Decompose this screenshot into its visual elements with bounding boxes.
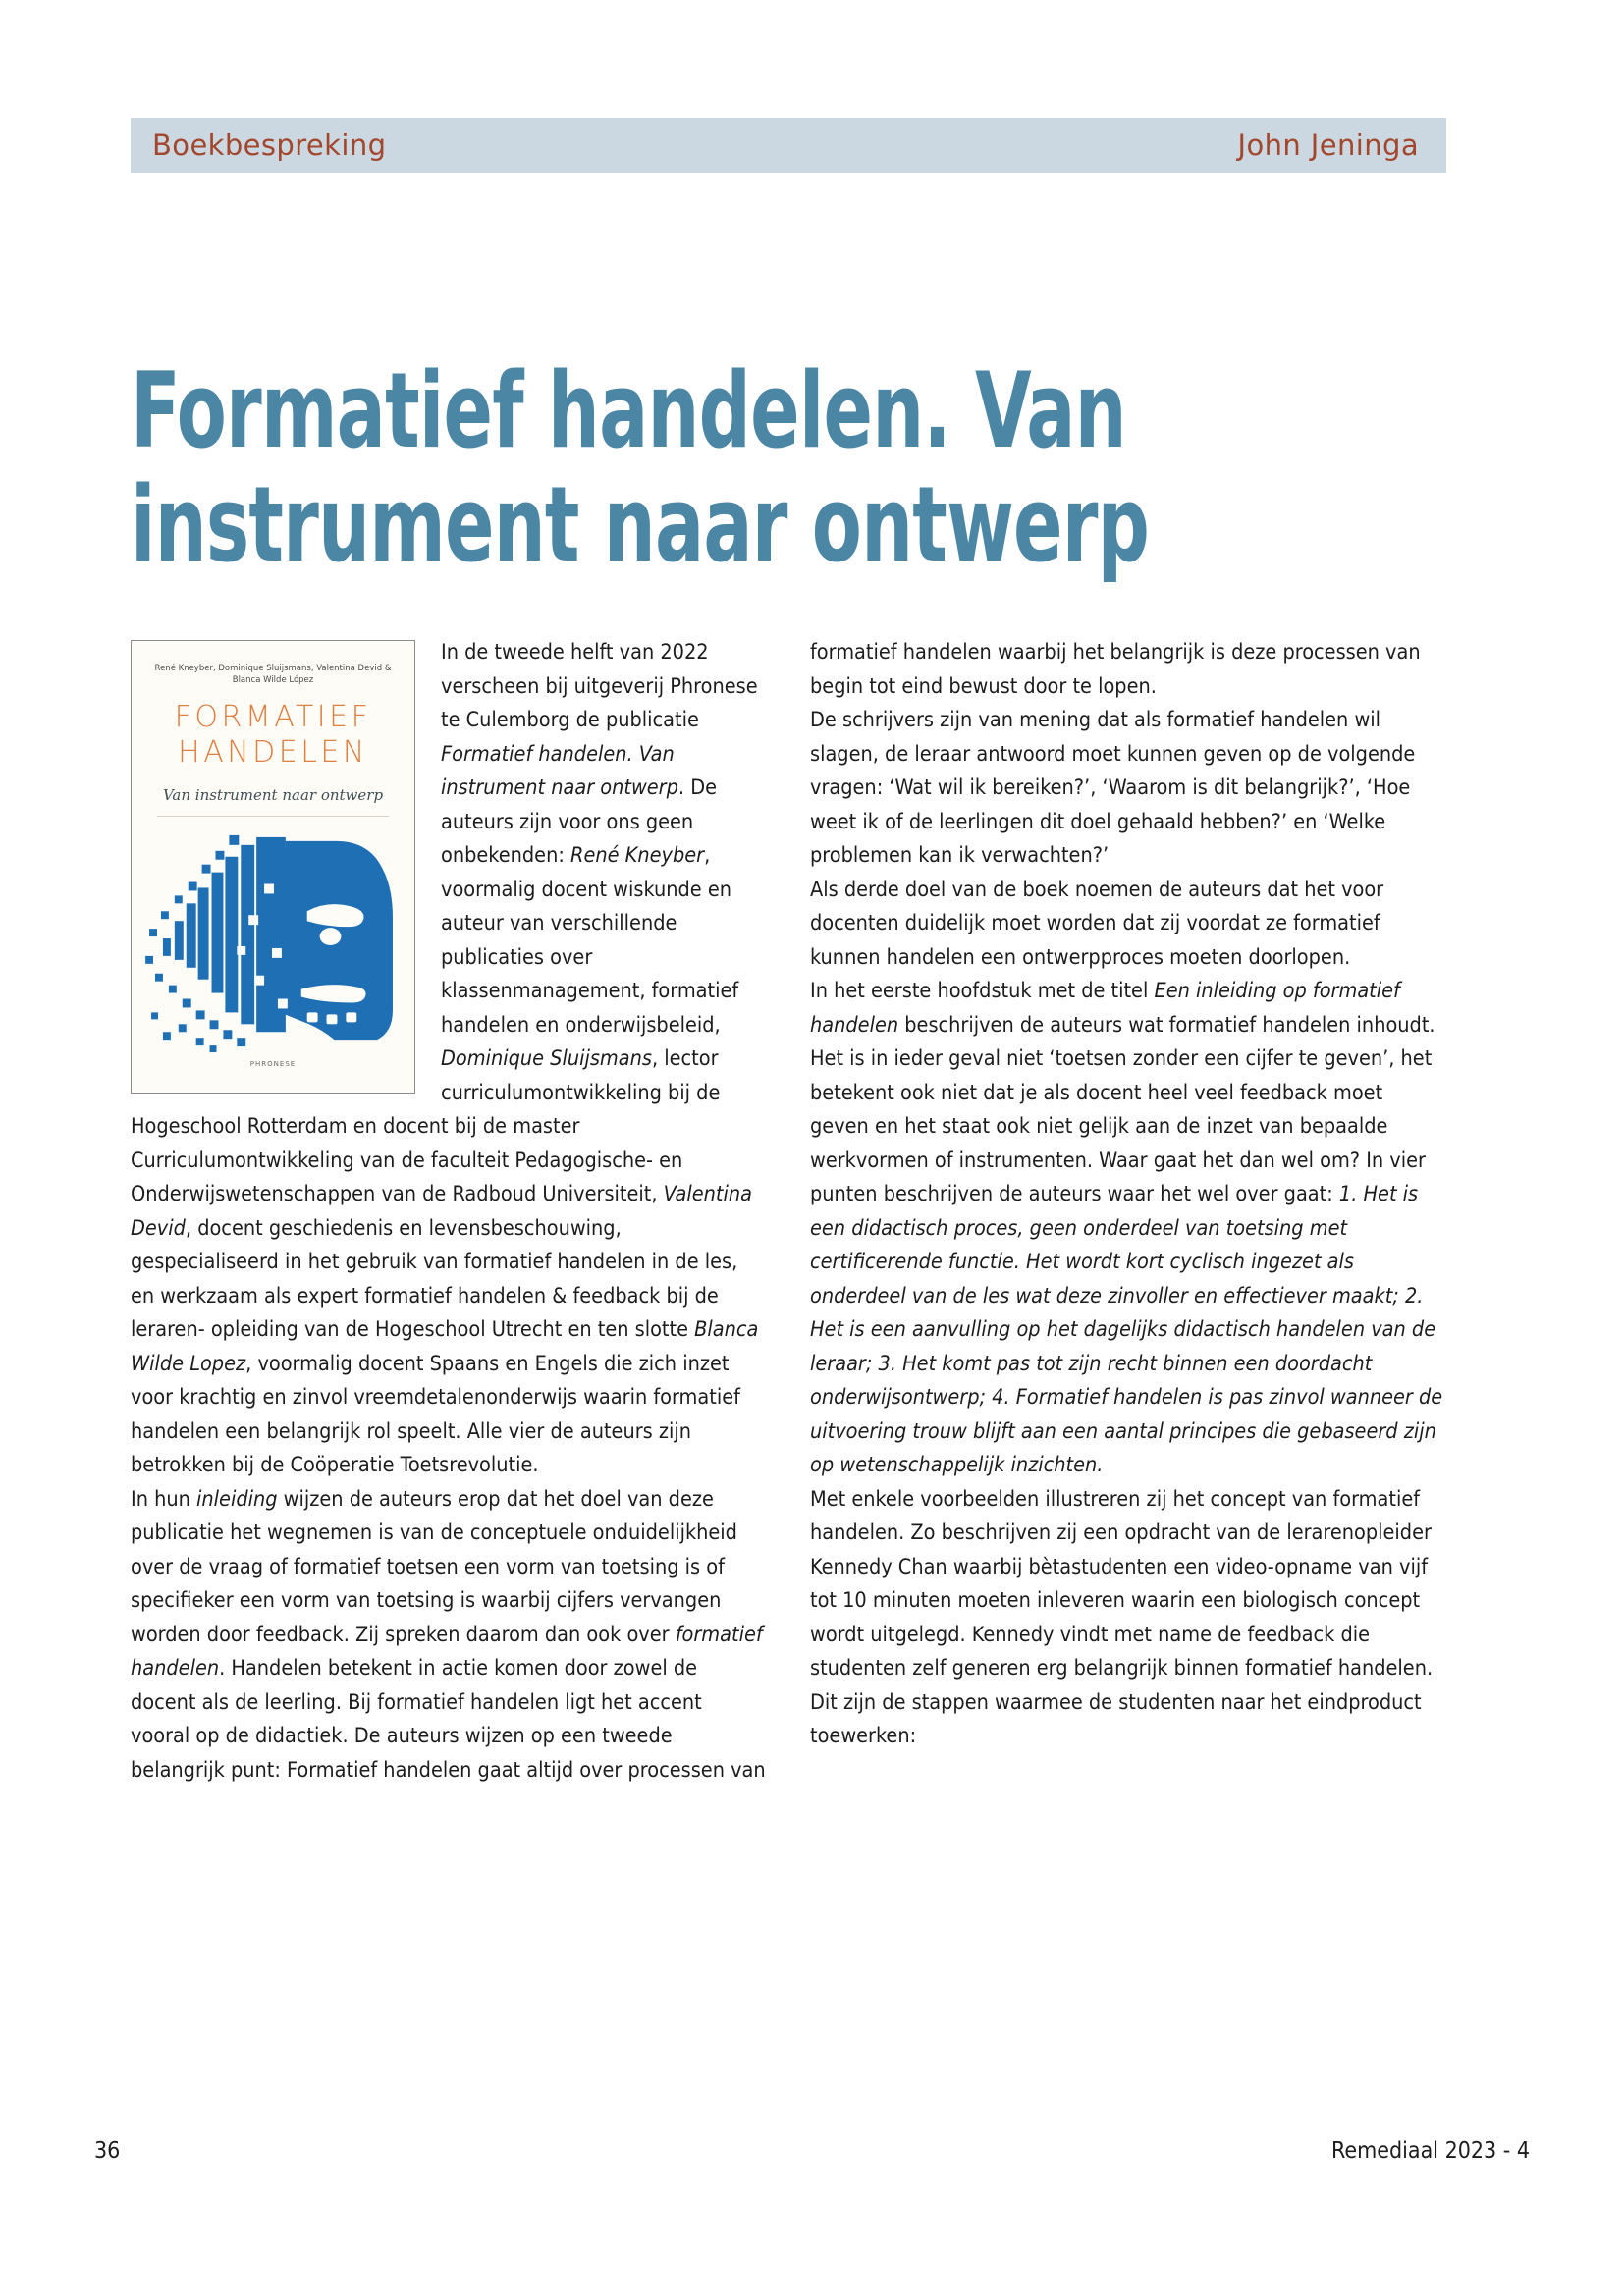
pixel-face-svg <box>139 828 406 1059</box>
page-footer <box>94 2138 1530 2163</box>
journal-issue: Remediaal 2023 - 4 <box>1331 2138 1530 2163</box>
four-points-italic: 1. Het is een didactisch proces, geen onderdeel van toetsing met certificerende functie. Het wordt kort cyclisch ingezet als onderdeel van de les wat deze zinvoller en effectiever maakt; 2. Het is een aanvulling op het dagelijks didactisch handelen van de leraar; 3. Het komt pas tot zijn recht binnen een doordacht onderwijsontwerp; 4. Formatief handelen is pas zinvol wanneer de uitvoering trouw blijft aan een aantal principes die gebaseerd zijn op wetenschappelijk inzichten. <box>810 1182 1443 1477</box>
text-run: , voormalig docent wiskunde en auteur van verschillende publicaties over klassenmanagement, formatief handelen en onderwijsbeleid, <box>441 843 739 1038</box>
right-paragraph-5: Met enkele voorbeelden illustreren zij het concept van formatief handelen. Zo beschrijven zij een opdracht van de lerarenopleider Kennedy Chan waarbij bètastudenten een video-opname van vijf tot 10 minuten moeten inleveren waarin een biologisch concept wordt uitgelegd. Kennedy vindt met name de feedback die studenten zelf generen erg belangrijk binnen formatief handelen. Dit zijn de stappen waarmee de studenten naar het eindproduct toewerken: <box>810 1486 1434 1748</box>
term-italic: formatief handelen <box>131 1622 763 1681</box>
text-run: , docent geschiedenis en levensbeschouwing, gespecialiseerd in het gebruik van formatief handelen in de les, en werkzaam als expert formatief handelen & feedback bij de leraren- opleiding van de Hogeschool Utrecht en ten slotte <box>131 1215 738 1342</box>
right-paragraph-4 <box>810 975 1446 1483</box>
page-title <box>131 350 1187 585</box>
text-run: , lector curriculumontwikkeling bij de Hogeschool Rotterdam en docent bij de master Curriculumontwikkeling van de faculteit Pedagogische- en Onderwijswetenschappen van de Radboud Universiteit, <box>131 1046 721 1206</box>
book-cover-image <box>131 640 415 1094</box>
article-body <box>131 636 1446 2109</box>
book-cover-authors: René Kneyber, Dominique Sluijsmans, Valentina Devid & Blanca Wilde López <box>154 664 392 685</box>
text-run: In het eerste hoofdstuk met de titel <box>810 979 1155 1003</box>
text-run: beschrijven de auteurs wat formatief handelen inhoudt. Het is in ieder geval niet ‘toetsen zonder een cijfer te geven’, het betekent ook niet dat je als docent heel veel feedback moet geven en het staat ook niet gelijk aan de inzet van bepaalde werkvormen of instrumenten. Waar gaat het dan wel om? In vier punten beschrijven de auteurs waar het wel over gaat: <box>810 1012 1435 1206</box>
column-right <box>810 636 1446 1754</box>
term-italic: inleiding <box>196 1486 278 1512</box>
book-cover-subtitle: Van instrument naar ontwerp <box>162 786 384 804</box>
author-name-italic: Blanca Wilde Lopez <box>131 1317 759 1376</box>
author-name-italic: René Kneyber <box>570 843 705 868</box>
author-name-italic: Valentina Devid <box>131 1182 752 1241</box>
left-paragraph-2 <box>131 1483 767 1789</box>
book-cover-illustration-pixelated-face <box>139 828 406 1059</box>
text-run: wijzen de auteurs erop dat het doel van deze publicatie het wegnemen is van de conceptuele onduidelijkheid over de vraag of formatief toetsen een vorm van toetsing is of specifieker een vorm van toetsing is waarbij cijfers vervangen worden door feedback. Zij spreken daarom dan ook over <box>131 1486 737 1647</box>
column-left <box>131 636 767 1788</box>
book-cover-title <box>132 700 414 771</box>
book-title-italic: Formatief handelen. Van instrument naar ontwerp <box>441 741 678 800</box>
text-run: In de tweede helft van 2022 verscheen bij uitgeverij Phronese te Culemborg de publicatie <box>441 640 758 732</box>
text-run: . Handelen betekent in actie komen door zowel de docent als de leerling. Bij formatief handelen ligt het accent vooral op de didactiek. De auteurs wijzen op een tweede belangrijk punt: Formatief handelen gaat altijd over processen van <box>131 1656 766 1783</box>
book-cover-publisher: PHRONESE <box>249 1059 297 1068</box>
page-title-line-2: instrument naar ontwerp <box>131 463 1150 585</box>
author-name-italic: Dominique Sluijsmans <box>441 1046 652 1071</box>
section-rubric: Boekbespreking <box>152 128 387 162</box>
byline-author: John Jeninga <box>1237 128 1419 162</box>
right-paragraph-1: formatief handelen waarbij het belangrijk is deze processen van begin tot eind bewust door te lopen. <box>810 640 1421 699</box>
chapter-title-italic: Een inleiding op formatief handelen <box>810 979 1400 1038</box>
text-run: In hun <box>131 1486 197 1512</box>
page-title-line-1: Formatief handelen. Van <box>131 350 1126 472</box>
text-run: , voormalig docent Spaans en Engels die zich inzet voor krachtig en zinvol vreemdetalenonderwijs waarin formatief handelen een belangrijk rol speelt. Alle vier de auteurs zijn betrokken bij de Coöperatie Toetsrevolutie. <box>131 1351 740 1477</box>
right-paragraph-2: De schrijvers zijn van mening dat als formatief handelen wil slagen, de leraar antwoord moet kunnen geven op de volgende vragen: ‘Wat wil ik bereiken?’, ‘Waarom is dit belangrijk?’, ‘Hoe weet ik of de leerlingen dit doel gehaald hebben?’ en ‘Welke problemen kan ik verwachten?’ <box>810 708 1416 868</box>
book-cover-title-line-1: FORMATIEF <box>174 700 372 734</box>
book-cover-divider <box>157 816 389 817</box>
article-header-band <box>131 118 1446 173</box>
book-cover-title-line-2: HANDELEN <box>178 735 368 770</box>
right-paragraph-3: Als derde doel van de boek noemen de auteurs dat het voor docenten duidelijk moet worden dat zij voordat ze formatief kunnen handelen een ontwerpproces moeten doorlopen. <box>810 877 1384 970</box>
page-number: 36 <box>94 2138 121 2163</box>
text-run: . De auteurs zijn voor ons geen onbekenden: <box>441 775 718 868</box>
